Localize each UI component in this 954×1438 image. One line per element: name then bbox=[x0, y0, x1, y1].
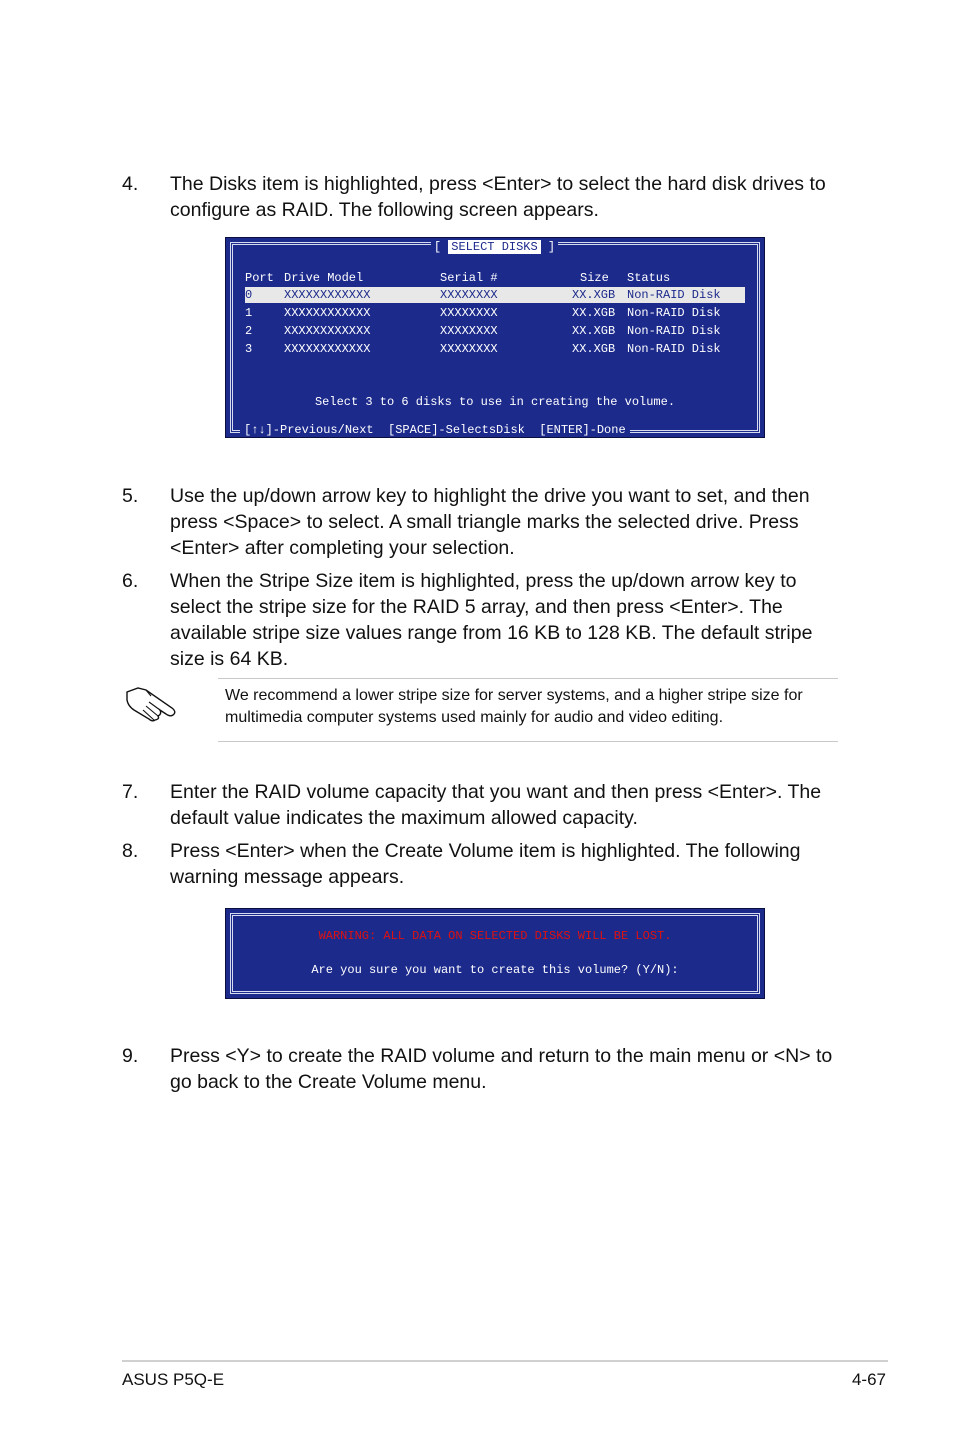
status-cell: Non-RAID Disk bbox=[627, 324, 721, 338]
step-number: 8. bbox=[122, 840, 139, 862]
select-disks-screen bbox=[225, 237, 765, 438]
port-cell: 1 bbox=[245, 306, 253, 320]
column-header-port: Port bbox=[245, 271, 274, 285]
serial-cell: XXXXXXXX bbox=[440, 324, 498, 338]
footer-page-number: 4-67 bbox=[851, 1370, 886, 1389]
status-cell: Non-RAID Disk bbox=[627, 342, 721, 356]
warning-message: WARNING: ALL DATA ON SELECTED DISKS WILL BE LOST. bbox=[318, 929, 672, 943]
key-help-footer: [↑↓]-Previous/Next [SPACE]-SelectsDisk [ENTER]-Done bbox=[240, 423, 630, 437]
step-text: When the Stripe Size item is highlighted, press the up/down arrow key to select the stripe size for the RAID 5 array, and then press <Enter>. The available stripe size values range from 16 KB to 128 KB. The default stripe size is 64 KB. bbox=[170, 570, 813, 670]
step-number: 6. bbox=[122, 570, 139, 592]
step-number: 4. bbox=[122, 173, 139, 195]
confirm-prompt[interactable]: Are you sure you want to create this volume? (Y/N): bbox=[311, 963, 679, 977]
screen-title: [ SELECT DISKS ] bbox=[431, 239, 558, 255]
model-cell: XXXXXXXXXXXX bbox=[284, 324, 371, 338]
size-cell: XX.XGB bbox=[572, 324, 616, 338]
serial-cell: XXXXXXXX bbox=[440, 306, 498, 320]
step-text: Use the up/down arrow key to highlight the drive you want to set, and then press <Space> to select. A small triangle marks the selected drive. Press <Enter> after completing your selection. bbox=[170, 485, 810, 559]
model-cell: XXXXXXXXXXXX bbox=[284, 342, 371, 356]
step-text: The Disks item is highlighted, press <Enter> to select the hard disk drives to configure as RAID. The following screen appears. bbox=[170, 173, 826, 221]
table-header bbox=[245, 271, 755, 287]
column-header-model: Drive Model bbox=[284, 271, 364, 285]
warning-screen bbox=[225, 908, 765, 999]
model-cell: XXXXXXXXXXXX bbox=[284, 288, 371, 302]
disk-row-2[interactable] bbox=[245, 323, 745, 339]
note-bottom-divider bbox=[218, 741, 838, 742]
step-number: 9. bbox=[122, 1045, 139, 1067]
disk-row-1[interactable] bbox=[245, 305, 745, 321]
size-cell: XX.XGB bbox=[572, 288, 616, 302]
column-header-status: Status bbox=[627, 271, 671, 285]
status-cell: Non-RAID Disk bbox=[627, 306, 721, 320]
disk-row-3[interactable] bbox=[245, 341, 745, 357]
port-cell: 2 bbox=[245, 324, 253, 338]
footer-divider bbox=[122, 1360, 888, 1362]
serial-cell: XXXXXXXX bbox=[440, 342, 498, 356]
step-text: Press <Enter> when the Create Volume item is highlighted. The following warning message appears. bbox=[170, 840, 801, 888]
note-text: We recommend a lower stripe size for server systems, and a higher stripe size for multimedia computer systems used mainly for audio and video editing. bbox=[225, 687, 803, 726]
column-header-size: Size bbox=[580, 271, 609, 285]
column-header-serial: Serial # bbox=[440, 271, 498, 285]
model-cell: XXXXXXXXXXXX bbox=[284, 306, 371, 320]
serial-cell: XXXXXXXX bbox=[440, 288, 498, 302]
port-cell: 3 bbox=[245, 342, 253, 356]
instruction-message: Select 3 to 6 disks to use in creating the volume. bbox=[314, 395, 676, 409]
size-cell: XX.XGB bbox=[572, 306, 616, 320]
pointing-hand-icon bbox=[124, 680, 182, 729]
disk-row-0[interactable] bbox=[245, 287, 745, 303]
port-cell: 0 bbox=[245, 288, 253, 302]
note-top-divider bbox=[218, 678, 838, 679]
step-number: 5. bbox=[122, 485, 139, 507]
footer-product-name: ASUS P5Q-E bbox=[122, 1370, 225, 1389]
step-number: 7. bbox=[122, 781, 139, 803]
screen-frame bbox=[230, 913, 760, 994]
status-cell: Non-RAID Disk bbox=[627, 288, 721, 302]
size-cell: XX.XGB bbox=[572, 342, 616, 356]
step-text: Press <Y> to create the RAID volume and return to the main menu or <N> to go back to the Create Volume menu. bbox=[170, 1045, 833, 1093]
step-text: Enter the RAID volume capacity that you want and then press <Enter>. The default value indicates the maximum allowed capacity. bbox=[170, 781, 822, 829]
